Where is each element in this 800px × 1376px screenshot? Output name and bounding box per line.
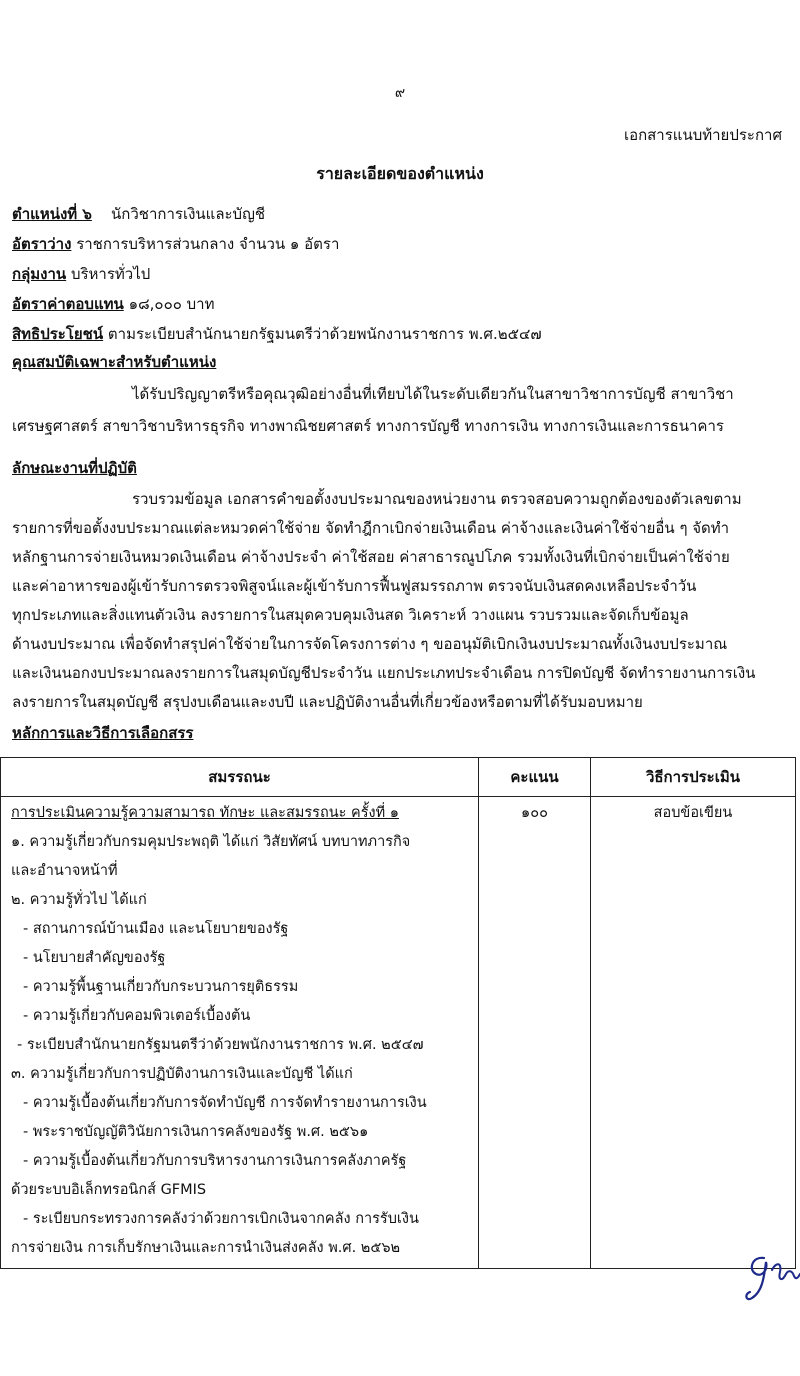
benefits-field [12, 322, 542, 346]
competency-item: การประเมินความรู้ความสามารถ ทักษะ และสมรรถนะ ครั้งที่ ๑ [11, 805, 399, 821]
qualifications-line: เศรษฐศาสตร์ สาขาวิชาบริหารธุรกิจ ทางพาณิชยศาสตร์ ทางการบัญชี ทางการเงิน ทางการเงินและการธนาคาร [12, 417, 724, 435]
competency-item: - ระเบียบสำนักนายกรัฐมนตรีว่าด้วยพนักงานราชการ พ.ศ. ๒๕๔๗ [17, 1037, 424, 1053]
competency-item: - ความรู้เกี่ยวกับคอมพิวเตอร์เบื้องต้น [23, 1008, 251, 1024]
column-header-competency: สมรรถนะ [1, 758, 479, 797]
handwritten-signature [742, 1248, 800, 1308]
selection-criteria-table [0, 757, 796, 1269]
qualifications-line: ได้รับปริญญาตรีหรือคุณวุฒิอย่างอื่นที่เทียบได้ในระดับเดียวกันในสาขาวิชาการบัญชี สาขาวิชา [132, 385, 734, 403]
qualifications-heading: คุณสมบัติเฉพาะสำหรับตำแหน่ง [12, 353, 217, 371]
column-header-method: วิธีการประเมิน [591, 758, 796, 797]
competency-item: - พระราชบัญญัติวินัยการเงินการคลังของรัฐ พ.ศ. ๒๕๖๑ [23, 1124, 369, 1140]
method-value: สอบข้อเขียน [653, 805, 733, 821]
vacancy-value: ราชการบริหารส่วนกลาง จำนวน ๑ อัตรา [76, 235, 340, 253]
benefits-label: สิทธิประโยชน์ [12, 325, 104, 343]
salary-field [12, 292, 215, 316]
table-header-row [1, 758, 796, 797]
competency-item: - นโยบายสำคัญของรัฐ [23, 950, 166, 966]
competency-item: และอำนาจหน้าที่ [11, 863, 118, 879]
document-title: รายละเอียดของตำแหน่ง [316, 164, 484, 183]
position-label: ตำแหน่งที่ ๖ [12, 205, 92, 223]
duties-heading: ลักษณะงานที่ปฏิบัติ [12, 459, 137, 477]
competency-cell [1, 797, 479, 1269]
duties-line: รวบรวมข้อมูล เอกสารคำขอตั้งงบประมาณของหน่วยงาน ตรวจสอบความถูกต้องของตัวเลขตาม [132, 490, 742, 508]
competency-item: - ความรู้พื้นฐานเกี่ยวกับกระบวนการยุติธรรม [23, 979, 299, 995]
duties-line: ลงรายการในสมุดบัญชี สรุปงบเดือนและงบปี และปฏิบัติงานอื่นที่เกี่ยวข้องหรือตามที่ได้รับมอบหมาย [12, 693, 643, 711]
competency-item: ด้วยระบบอิเล็กทรอนิกส์ GFMIS [11, 1182, 207, 1198]
duties-line: และเงินนอกงบประมาณลงรายการในสมุดบัญชีประจำวัน แยกประเภทประจำเดือน การปิดบัญชี จัดทำรายงานการเงิน [12, 664, 756, 682]
salary-label: อัตราค่าตอบแทน [12, 295, 124, 313]
competency-item: ๓. ความรู้เกี่ยวกับการปฏิบัติงานการเงินและบัญชี ได้แก่ [11, 1066, 353, 1082]
position-field [12, 202, 265, 226]
table-row [1, 797, 796, 1269]
duties-line: ด้านงบประมาณ เพื่อจัดทำสรุปค่าใช้จ่ายในการจัดโครงการต่าง ๆ ขออนุมัติเบิกเงินงบประมาณทั้งเงินงบประมาณ [12, 635, 728, 653]
duties-line: และค่าอาหารของผู้เข้ารับการตรวจพิสูจน์และผู้เข้ารับการฟื้นฟูสมรรถภาพ ตรวจนับเงินสดคงเหลือประจำวัน [12, 577, 697, 595]
score-cell [479, 797, 591, 1269]
benefits-value: ตามระเบียบสำนักนายกรัฐมนตรีว่าด้วยพนักงานราชการ พ.ศ.๒๕๔๗ [107, 325, 542, 343]
competency-item: การจ่ายเงิน การเก็บรักษาเงินและการนำเงินส่งคลัง พ.ศ. ๒๕๖๒ [11, 1240, 401, 1256]
duties-line: รายการที่ขอตั้งงบประมาณแต่ละหมวดค่าใช้จ่าย จัดทำฎีกาเบิกจ่ายเงินเดือน ค่าจ้างและเงินค่าใช้จ่ายอื่น ๆ จัดทำ [12, 519, 730, 537]
column-header-score: คะแนน [479, 758, 591, 797]
score-value: ๑๐๐ [521, 805, 548, 821]
competency-item: - ความรู้เบื้องต้นเกี่ยวกับการจัดทำบัญชี การจัดทำรายงานการเงิน [23, 1095, 427, 1111]
duties-line: ทุกประเภทและสิ่งแทนตัวเงิน ลงรายการในสมุดควบคุมเงินสด วิเคราะห์ วางแผน รวบรวมและจัดเก็บข้อมูล [12, 606, 689, 624]
competency-item: - ความรู้เบื้องต้นเกี่ยวกับการบริหารงานการเงินการคลังภาครัฐ [23, 1153, 407, 1169]
vacancy-label: อัตราว่าง [12, 235, 72, 253]
method-cell [591, 797, 796, 1269]
attachment-note: เอกสารแนบท้ายประกาศ [623, 126, 782, 144]
competency-item: ๑. ความรู้เกี่ยวกับกรมคุมประพฤติ ได้แก่ วิสัยทัศน์ บทบาทภารกิจ [11, 834, 411, 850]
salary-value: ๑๘,๐๐๐ บาท [128, 295, 215, 313]
competency-item: - ระเบียบกระทรวงการคลังว่าด้วยการเบิกเงินจากคลัง การรับเงิน [23, 1211, 419, 1227]
competency-item: ๒. ความรู้ทั่วไป ได้แก่ [11, 892, 147, 908]
work-group-label: กลุ่มงาน [12, 265, 67, 283]
work-group-value: บริหารทั่วไป [70, 265, 151, 283]
vacancy-field [12, 232, 339, 256]
selection-heading: หลักการและวิธีการเลือกสรร [12, 724, 194, 742]
work-group-field [12, 262, 150, 286]
duties-line: หลักฐานการจ่ายเงินหมวดเงินเดือน ค่าจ้างประจำ ค่าใช้สอย ค่าสาธารณูปโภค รวมทั้งเงินที่เบิกจ่ายเป็นค่าใช้จ่าย [12, 548, 730, 566]
position-value: นักวิชาการเงินและบัญชี [111, 205, 266, 223]
page-number: ๙ [394, 85, 406, 101]
competency-item: - สถานการณ์บ้านเมือง และนโยบายของรัฐ [23, 921, 289, 937]
